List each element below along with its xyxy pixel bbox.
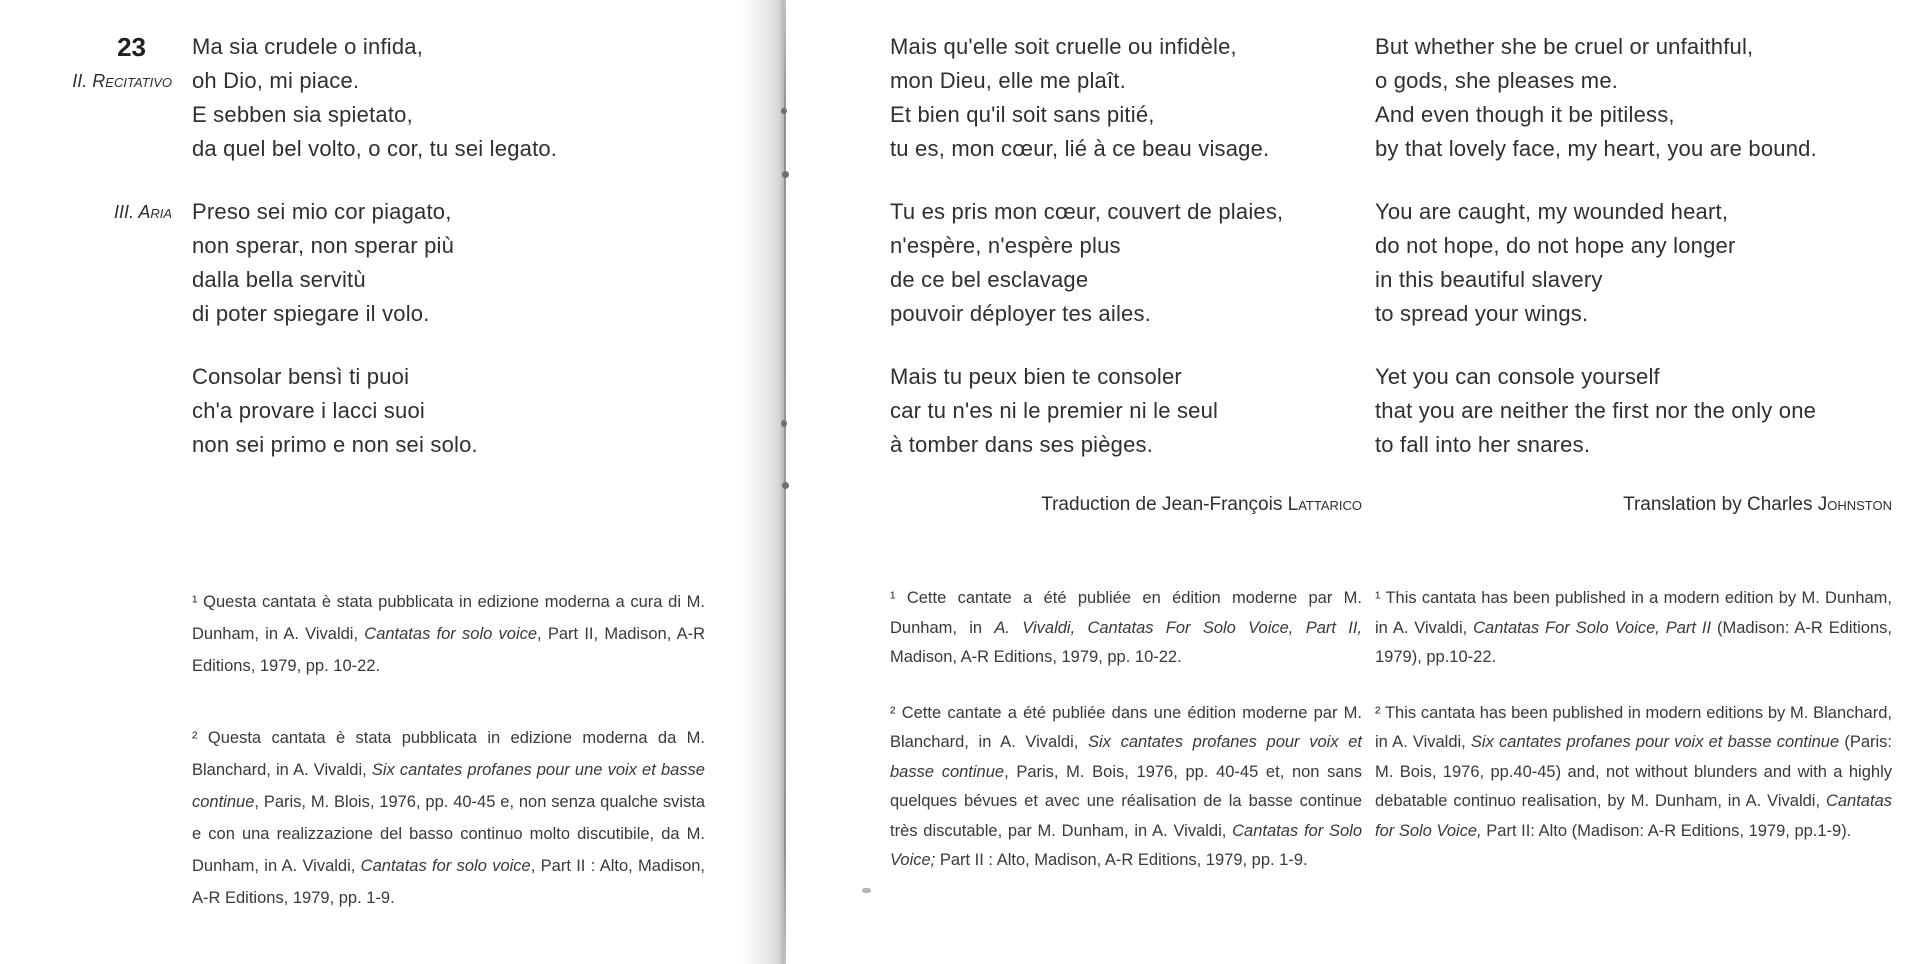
verse-line: that you are neither the first nor the only one [1375,398,1817,423]
verse-line: ch'a provare i lacci suoi [192,398,425,423]
aria-movement-label: III. Aria [113,202,172,222]
english-translation-column [1375,30,1892,462]
verse-line: mon Dieu, elle me plaît. [890,68,1126,93]
footnote-text: Madison, A-R Editions, 1979, pp. 10-22. [890,648,1182,666]
verse-line: Tu es pris mon cœur, couvert de plaies, [890,199,1284,224]
aria-label-column [0,195,172,229]
english-translator-name: Johnston [1817,494,1892,515]
french-footnote-1 [890,584,1362,673]
italian-aria-text [192,195,478,462]
verse-line: do not hope, do not hope any longer [1375,233,1736,258]
footnote-text: (Madison: A-R Editions, 1979), pp.10-22. [1375,618,1892,666]
verse-line: Consolar bensì ti puoi [192,364,410,389]
citation-title: Cantatas For Solo Voice, Part II [1473,618,1712,637]
english-footnotes [1375,584,1892,846]
italian-stanza [192,30,557,166]
verse-line: Mais qu'elle soit cruelle ou infidèle, [890,34,1237,59]
scan-speck [782,171,789,178]
footnote-text: , Paris, M. Blois, 1976, pp. 40-45 e, non senza qualche svista e con una realizzazione del basso continuo molto discutibile, da M. Dunham, in A. Vivaldi, [192,793,705,875]
italian-footnote-1 [192,586,705,682]
english-credit-prefix: Translation by Charles [1623,494,1818,515]
french-stanza [890,360,1362,462]
french-footnote-2 [890,699,1362,876]
recitativo-section [0,30,715,166]
recitativo-movement-label: II. Recitativo [72,71,172,91]
verse-line: Yet you can console yourself [1375,364,1660,389]
verse-line: car tu n'es ni le premier ni le seul [890,398,1219,423]
footnote-text: , Part II : Alto, Madison, A-R Editions, 1979, pp. 1-9. [192,857,706,907]
footnote-text: , Paris, M. Bois, 1976, pp. 40-45 et, non sans quelques bévues et avec une réalisation de la basse continue très discutable, par M. Dunham, in A. Vivaldi, [890,762,1362,840]
verse-line: Preso sei mio cor piagato, [192,199,452,224]
verse-line: in this beautiful slavery [1375,267,1603,292]
footnote-text: Part II: Alto (Madison: A-R Editions, 1979, pp.1-9). [1481,821,1852,840]
footnote-text: ¹ Cette cantate a été publiée en édition moderne par M. Dunham, in [890,589,1362,637]
footnote-text: ² Questa cantata è stata pubblicata in edizione moderna da M. Blanchard, in A. Vivaldi, [192,729,705,779]
french-credit-prefix: Traduction de Jean-François [1041,494,1288,515]
footnote-text: ² This cantata has been published in modern editions by M. Blanchard, in A. Vivaldi, [1375,703,1892,751]
citation-title: Cantatas for solo voice [364,625,538,643]
verse-line: n'espère, n'espère plus [890,233,1121,258]
english-stanza [1375,195,1892,331]
english-footnote-1 [1375,584,1892,673]
english-stanza [1375,360,1892,462]
verse-line: Et bien qu'il soit sans pitié, [890,102,1155,127]
italian-stanza [192,360,478,462]
italian-footnotes [192,586,705,914]
verse-line: to spread your wings. [1375,301,1589,326]
english-footnote-2 [1375,699,1892,847]
aria-section [0,195,715,462]
verse-line: Mais tu peux bien te consoler [890,364,1182,389]
italian-stanza [192,195,478,331]
english-stanza [1375,30,1892,166]
citation-title: Cantatas for Solo Voice, [1375,792,1892,840]
verse-line: da quel bel volto, o cor, tu sei legato. [192,136,558,161]
citation-title: Cantatas for Solo Voice; [890,821,1362,869]
citation-title: Six cantates profanes pour voix et basse continue [1470,733,1840,751]
english-translator-credit [1375,494,1892,516]
verse-line: But whether she be cruel or unfaithful, [1375,34,1754,59]
italian-recitativo-text [192,30,557,166]
verse-line: E sebben sia spietato, [192,102,413,127]
footnote-text: ¹ This cantata has been published in a modern edition by M. Dunham, in A. Vivaldi, [1375,589,1892,637]
verse-line: o gods, she pleases me. [1375,68,1619,93]
verse-line: And even though it be pitiless, [1375,102,1675,127]
verse-line: oh Dio, mi piace. [192,68,360,93]
page-gutter-fold [740,0,786,964]
footnote-text: ² Cette cantate a été publiée dans une édition moderne par M. Blanchard, in A. Vivaldi, [890,703,1362,751]
verse-line: tu es, mon cœur, lié à ce beau visage. [890,136,1270,161]
scan-speck [781,108,787,114]
verse-line: dalla bella servitù [192,267,366,292]
scan-speck [781,420,787,427]
footnote-text: Part II : Alto, Madison, A-R Editions, 1979, pp. 1-9. [935,851,1308,869]
scan-speck [782,482,789,489]
verse-line: non sperar, non sperar più [192,233,455,258]
french-translator-name: Lattarico [1287,494,1362,515]
verse-line: Ma sia crudele o infida, [192,34,424,59]
citation-title: A. Vivaldi, Cantatas For Solo Voice, Part II, [994,618,1362,637]
french-footnotes [890,584,1362,876]
french-stanza [890,195,1362,331]
verse-line: di poter spiegare il volo. [192,301,430,326]
footnote-text: , Part II, Madison, A-R Editions, 1979, pp. 10-22. [192,625,706,675]
verse-line: to fall into her snares. [1375,432,1591,457]
citation-title: Six cantates profanes pour une voix et basse continue [192,761,705,811]
french-translation-column [890,30,1362,462]
verse-line: pouvoir déployer tes ailes. [890,301,1151,326]
verse-line: de ce bel esclavage [890,267,1089,292]
french-stanza [890,30,1362,166]
french-translator-credit [890,494,1362,516]
citation-title: Cantatas for solo voice [360,857,531,875]
footnote-text: (Paris: M. Bois, 1976, pp.40-45) and, not without blunders and with a highly debatable continuo realisation, by M. Dunham, in A. Vivaldi, [1375,733,1892,810]
footnote-text: ¹ Questa cantata è stata pubblicata in edizione moderna a cura di M. Dunham, in A. Vivaldi, [192,593,705,643]
citation-title: Six cantates profanes pour voix et basse continue [890,733,1362,781]
italian-footnote-2 [192,722,705,914]
verse-line: by that lovely face, my heart, you are bound. [1375,136,1817,161]
verse-line: You are caught, my wounded heart, [1375,199,1729,224]
scan-speck [862,888,871,893]
verse-line: à tomber dans ses pièges. [890,432,1154,457]
verse-line: non sei primo e non sei solo. [192,432,478,457]
recitativo-label-column [0,30,172,98]
movement-number: 23 [117,32,146,62]
left-page [0,30,715,462]
